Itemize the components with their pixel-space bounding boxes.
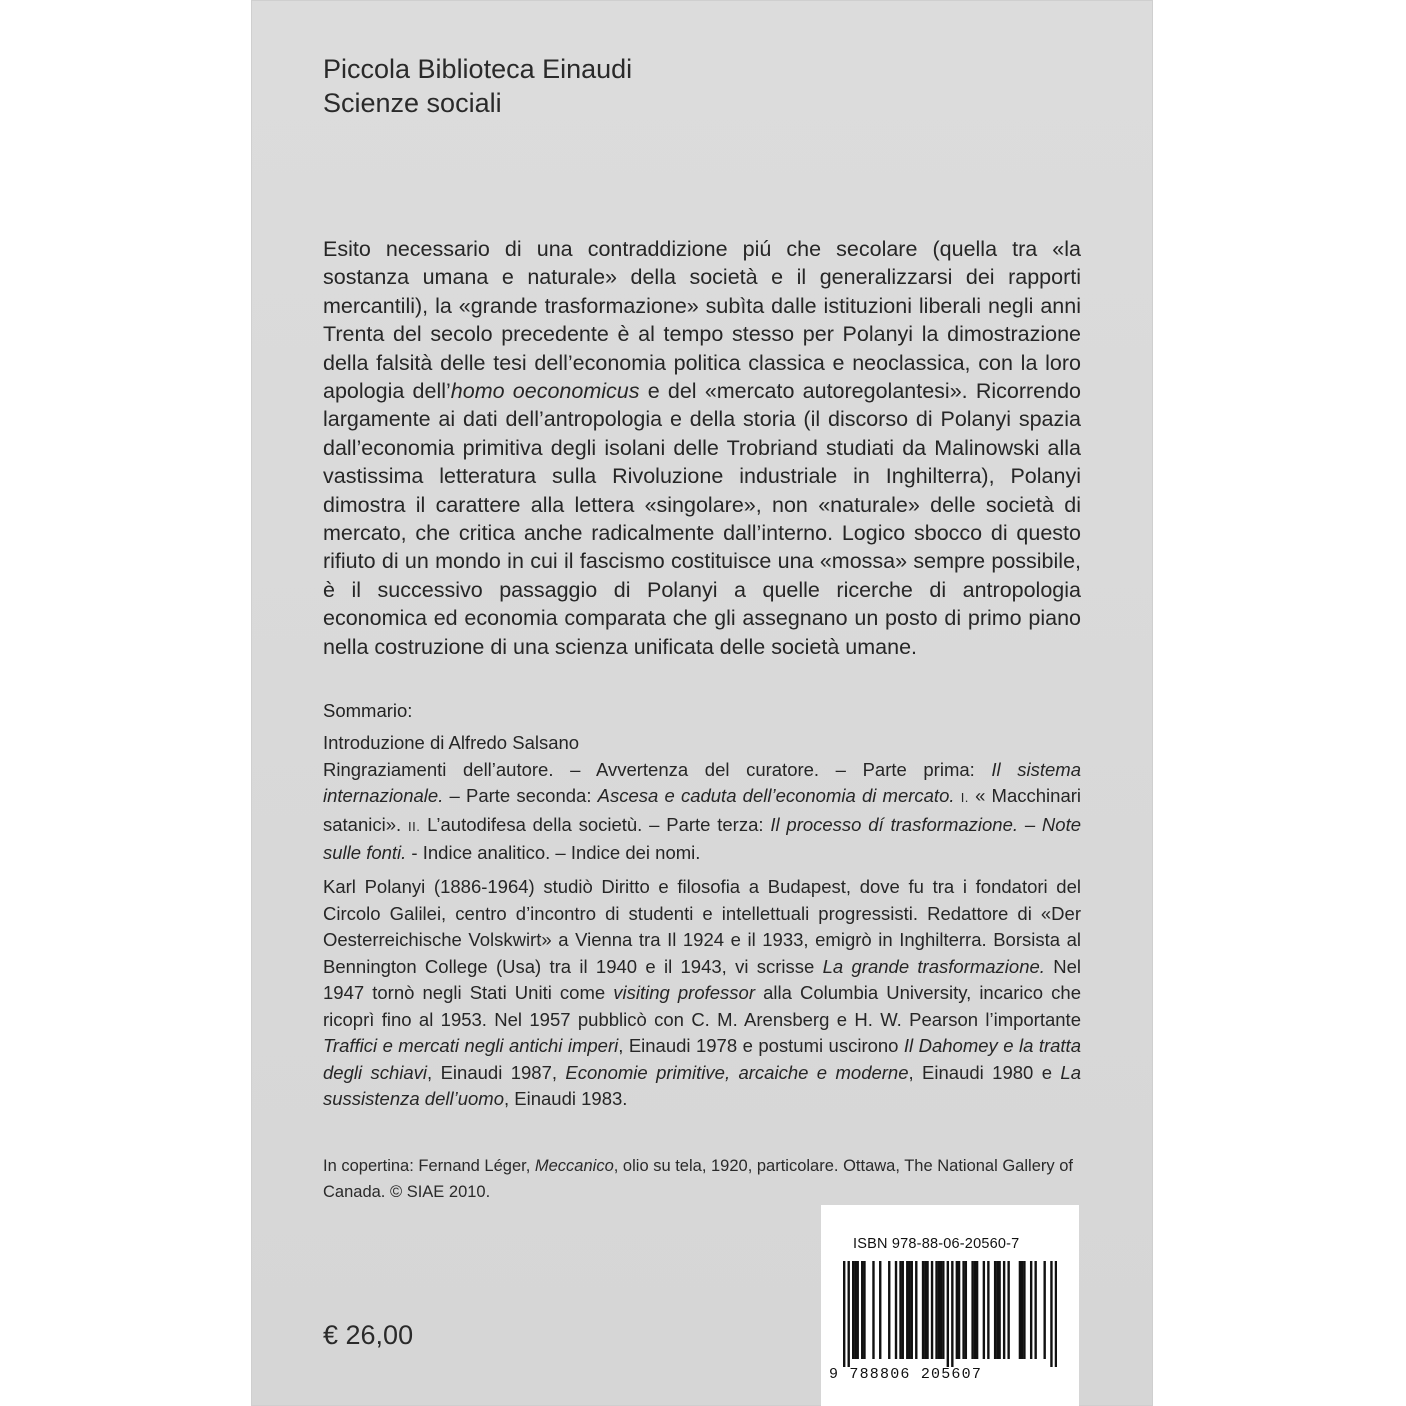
credit-segment: In copertina: Fernand Léger, (323, 1157, 535, 1175)
barcode-bar (938, 1261, 940, 1359)
bio-segment: visiting professor (613, 982, 756, 1003)
barcode-bar (857, 1261, 859, 1359)
bio-segment: Karl Polanyi (1886-1964) studiò Diritto e filosofia a Budapest, dove fu tra i fondatori del Circolo Galilei, centro d’incontro di studenti e intellettuali progressisti. Redattore di «Der Oesterreichische Volskwirt» a Vienna tra Il 1924 e il 1933, emigrò in Inghilterra. Borsista al Bennington College (Usa) tra il 1940 e il 1943, vi scrisse (323, 876, 1081, 977)
barcode-bar (906, 1261, 908, 1359)
barcode-bar (843, 1261, 845, 1367)
barcode-bar (1021, 1261, 1023, 1359)
bio-segment: , Einaudi 1978 e postumi uscirono (618, 1035, 904, 1056)
barcode-bar (911, 1261, 913, 1359)
barcode-bar (947, 1261, 949, 1367)
bio-segment: La sussistenza dell’uomo (323, 1061, 1081, 1109)
barcode-bar (1019, 1261, 1021, 1359)
price-label: € 26,00 (323, 1320, 414, 1350)
bio-segment: La grande trasformazione. (822, 955, 1045, 977)
credit-segment: Meccanico (534, 1157, 614, 1175)
barcode-bar (852, 1261, 854, 1359)
barcode-bar (899, 1261, 901, 1359)
credit-segment: , olio su tela, 1920, particolare. Ottawa, The National Gallery of Canada. © SIAE 2010. (323, 1157, 1073, 1201)
barcode-bar (861, 1261, 863, 1359)
barcode-bar (931, 1261, 933, 1359)
barcode-digits: 9 788806 205607 (829, 1366, 983, 1383)
bio-segment: Il Dahomey e la tratta degli schiavi (323, 1035, 1081, 1083)
bio-segment: Economie primitive, arcaiche e moderne (565, 1061, 909, 1083)
summary-segment: Il processo dí trasformazione. (770, 813, 1019, 835)
series-subject: Scienze sociali (323, 88, 502, 118)
barcode-bar (1050, 1261, 1052, 1367)
barcode-icon (843, 1261, 1057, 1367)
blurb-segment: Esito necessario di una contraddizione piú che secolare (quella tra «la sostanza umana e naturale» della società e il generalizzarsi dei rapporti mercantili), la «grande trasformazione» subìta dalle istituzioni liberali negli anni Trenta del secolo precedente è al tempo stesso per Polanyi la dimostrazione della falsità delle tesi dell’economia politica classica e neoclassica, con la loro apologia dell’ (323, 237, 1081, 404)
barcode-bar (958, 1261, 960, 1359)
barcode-bar (908, 1261, 910, 1359)
summary-segment: Ascesa e caduta dell’economia di mercato. (597, 785, 955, 806)
barcode-bar (940, 1261, 942, 1359)
summary-segment: I. (960, 790, 969, 805)
isbn-label: ISBN 978-88-06-20560-7 (853, 1236, 1020, 1252)
summary-segment: Il sistema internazionale. (323, 758, 1081, 806)
summary-label: Sommario: (323, 700, 413, 721)
series-title (323, 52, 632, 120)
bio-segment: , Einaudi 1980 e (908, 1061, 1061, 1083)
barcode-bar (935, 1261, 937, 1359)
bio-segment: Traffici e mercati negli antichi imperi (323, 1035, 619, 1056)
barcode-bar (1003, 1261, 1005, 1359)
barcode-bar (951, 1261, 953, 1367)
author-bio (323, 874, 1081, 1113)
barcode-bar (1043, 1261, 1045, 1359)
barcode-bar (1034, 1261, 1036, 1359)
summary-segment: Note sulle fonti. (323, 813, 1081, 863)
barcode-bar (976, 1261, 978, 1359)
barcode-bar (996, 1261, 998, 1359)
blurb-segment: homo oeconomicus (450, 379, 640, 404)
summary-segment: L’autodifesa della societù. – Parte terza: (420, 813, 771, 835)
blurb-paragraph (323, 235, 1081, 661)
summary-intro: Introduzione di Alfredo Salsano (323, 732, 580, 753)
blurb-segment: e del «mercato autoregolantesi». Ricorrendo largamente ai dati dell’antropologia e della storia (il discorso di Polanyi spazia dall’economia primitiva degli isolani delle Trobriand studiati da Malinowski alla vastissima letteratura sulla Rivoluzione industriale in Inghilterra), Polanyi dimostra il carattere alla lettera «singolare», non «naturale» delle società di mercato, che critica anche radicalmente dall’interno. Logico sbocco di questo rifiuto di un mondo in cui il fascismo costituisce una «mossa» sempre possibile, è il successivo passaggio di Polanyi a quelle ricerche di antropologia economica ed economia comparata che gli assegnano un posto di primo piano nella costruzione di una scienza unificata delle società umane. (323, 379, 1082, 659)
summary-segment: « Macchinari satanici». (323, 785, 1082, 835)
summary-segment: - Indice analitico. – Indice dei nomi. (406, 842, 701, 863)
bio-segment: Nel 1947 tornò negli Stati Uniti come (323, 955, 1081, 1003)
barcode-bar (915, 1261, 917, 1359)
barcode-bar (872, 1261, 874, 1359)
bio-segment: alla Columbia University, incarico che ricoprì fino al 1953. Nel 1957 pubblicò con C. M. Arensberg e H. W. Pearson l’importante (323, 982, 1081, 1030)
summary-segment: – Parte seconda: (443, 785, 598, 806)
barcode-panel (821, 1205, 1079, 1406)
bio-segment: , Einaudi 1987, (427, 1061, 566, 1083)
barcode-bar (987, 1261, 989, 1359)
summary-contents (323, 730, 1081, 867)
barcode-bar (974, 1261, 976, 1359)
series-name: Piccola Biblioteca Einaudi (323, 54, 633, 84)
barcode-bar (998, 1261, 1000, 1359)
barcode-bar (922, 1261, 924, 1359)
barcode-bar (1007, 1261, 1009, 1359)
barcode-bar (1023, 1261, 1025, 1359)
barcode-bar (962, 1261, 964, 1359)
summary-segment: – (1018, 813, 1042, 835)
barcode-bar (971, 1261, 973, 1359)
barcode-bar (888, 1261, 890, 1359)
barcode-bar (895, 1261, 897, 1359)
barcode-bar (854, 1261, 856, 1359)
barcode-bar (942, 1261, 944, 1359)
barcode-bar (965, 1261, 967, 1359)
summary-segment: Ringraziamenti dell’autore. – Avvertenza del curatore. – Parte prima: (323, 758, 992, 780)
barcode-bar (848, 1261, 850, 1367)
barcode-bar (956, 1261, 958, 1359)
bio-segment: , Einaudi 1983. (503, 1088, 628, 1109)
barcode-bar (902, 1261, 904, 1359)
barcode-bar (879, 1261, 881, 1359)
barcode-bar (983, 1261, 985, 1359)
barcode-bar (1055, 1261, 1057, 1367)
barcode-bar (863, 1261, 865, 1359)
barcode-bar (1030, 1261, 1032, 1359)
barcode-bar (924, 1261, 926, 1359)
barcode-bar (994, 1261, 996, 1359)
book-back-cover (251, 0, 1153, 1406)
summary-text (323, 759, 1081, 864)
cover-credit (323, 1153, 1081, 1205)
barcode-bar (926, 1261, 928, 1359)
summary-segment: II. (407, 818, 421, 834)
